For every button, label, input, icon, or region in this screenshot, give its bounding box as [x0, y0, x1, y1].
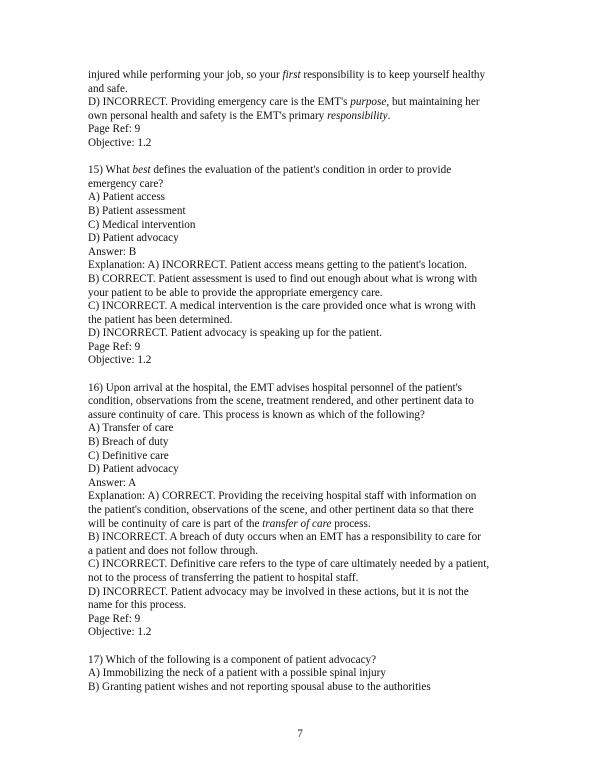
text-run: the patient has been determined.	[88, 313, 233, 326]
text-run: 16) Upon arrival at the hospital, the EMT advises hospital personnel of the patient's	[88, 381, 463, 394]
text-line	[88, 300, 528, 314]
text-run: 17) Which of the following is a component of patient advocacy?	[88, 653, 377, 666]
text-line	[88, 273, 528, 287]
text-run: B) INCORRECT. A breach of duty occurs when an EMT has a responsibility to care for	[88, 531, 481, 544]
text-run: A) Transfer of care	[88, 422, 174, 435]
text-line	[88, 518, 528, 532]
emphasis-text: transfer of care	[262, 517, 332, 530]
q14-explanation-continuation	[88, 69, 528, 151]
text-run: and safe.	[88, 82, 128, 95]
text-run: Explanation: A) INCORRECT. Patient access means getting to the patient's location.	[88, 259, 467, 272]
text-run: will be continuity of care is part of the	[88, 517, 263, 530]
text-run: B) Breach of duty	[88, 436, 169, 449]
text-line	[88, 205, 528, 219]
text-run: name for this process.	[88, 599, 187, 612]
text-line	[88, 191, 528, 205]
text-line	[88, 83, 528, 97]
page-number: 7	[297, 728, 303, 740]
text-line	[88, 654, 528, 668]
text-run: D) INCORRECT. Patient advocacy may be involved in these actions, but it is not the	[88, 585, 469, 598]
text-line	[88, 681, 528, 695]
text-run: B) CORRECT. Patient assessment is used to find out enough about what is wrong with	[88, 272, 478, 285]
text-run: 15) What	[88, 164, 133, 177]
text-run: C) Definitive care	[88, 449, 169, 462]
emphasis-text: best	[132, 164, 151, 177]
text-line	[88, 110, 528, 124]
text-line	[88, 477, 528, 491]
text-run: process.	[331, 517, 371, 530]
text-line	[88, 96, 528, 110]
text-run: Answer: B	[88, 245, 137, 258]
text-run: Page Ref: 9	[88, 123, 141, 136]
text-line	[88, 599, 528, 613]
text-line	[88, 219, 528, 233]
text-run: A) Patient access	[88, 191, 166, 204]
text-line	[88, 178, 528, 192]
text-line	[88, 341, 528, 355]
text-run: defines the evaluation of the patient's condition in order to provide	[150, 164, 452, 177]
question-16	[88, 382, 528, 640]
section-gap	[88, 640, 528, 654]
text-run: B) Granting patient wishes and not reporting spousal abuse to the authorities	[88, 680, 431, 693]
text-run: , but maintaining her	[386, 96, 480, 109]
page-content	[88, 69, 528, 694]
text-line	[88, 246, 528, 260]
text-run: Page Ref: 9	[88, 340, 141, 353]
emphasis-text: purpose	[350, 96, 387, 109]
text-line	[88, 409, 528, 423]
text-run: assure continuity of care. This process is known as which of the following?	[88, 408, 425, 421]
text-line	[88, 382, 528, 396]
text-line	[88, 667, 528, 681]
text-run: Objective: 1.2	[88, 136, 152, 149]
emphasis-text: responsibility	[327, 109, 388, 122]
text-run: C) INCORRECT. A medical intervention is the care provided once what is wrong with	[88, 300, 476, 313]
text-line	[88, 232, 528, 246]
emphasis-text: first	[282, 69, 301, 81]
text-run: injured while performing your job, so your	[88, 69, 283, 81]
question-15	[88, 164, 528, 368]
text-line	[88, 626, 528, 640]
section-gap	[88, 151, 528, 165]
text-line	[88, 137, 528, 151]
text-line	[88, 558, 528, 572]
text-run: own personal health and safety is the EMT's primary	[88, 109, 328, 122]
text-line	[88, 395, 528, 409]
text-run: D) INCORRECT. Providing emergency care is the EMT's	[88, 96, 351, 109]
section-gap	[88, 368, 528, 382]
text-line	[88, 327, 528, 341]
text-run: A) Immobilizing the neck of a patient with a possible spinal injury	[88, 667, 386, 680]
text-run: Objective: 1.2	[88, 354, 152, 367]
text-line	[88, 450, 528, 464]
text-run: D) Patient advocacy	[88, 463, 179, 476]
text-run: Objective: 1.2	[88, 626, 152, 639]
text-line	[88, 436, 528, 450]
text-run: D) INCORRECT. Patient advocacy is speaking up for the patient.	[88, 327, 383, 340]
text-line	[88, 354, 528, 368]
text-line	[88, 545, 528, 559]
text-line	[88, 572, 528, 586]
text-run: emergency care?	[88, 177, 164, 190]
text-line	[88, 531, 528, 545]
question-17	[88, 654, 528, 695]
text-line	[88, 586, 528, 600]
text-run: Explanation: A) CORRECT. Providing the receiving hospital staff with information on	[88, 490, 477, 503]
text-run: a patient and does not follow through.	[88, 544, 258, 557]
text-line	[88, 69, 528, 83]
text-line	[88, 314, 528, 328]
text-run: not to the process of transferring the patient to hospital staff.	[88, 571, 359, 584]
text-run: the patient's condition, observations of the scene, and other pertinent data so that there	[88, 504, 474, 516]
text-line	[88, 164, 528, 178]
text-run: B) Patient assessment	[88, 204, 186, 217]
text-run: your patient to be able to provide the appropriate emergency care.	[88, 286, 383, 299]
text-run: C) INCORRECT. Definitive care refers to the type of care ultimately needed by a patient,	[88, 558, 490, 571]
text-run: condition, observations from the scene, treatment rendered, and other pertinent data to	[88, 395, 474, 408]
text-run: Answer: A	[88, 476, 137, 489]
text-run: Page Ref: 9	[88, 612, 141, 625]
text-run: D) Patient advocacy	[88, 232, 179, 245]
text-line	[88, 422, 528, 436]
text-line	[88, 123, 528, 137]
text-run: .	[387, 109, 391, 122]
text-line	[88, 504, 528, 518]
text-run: responsibility is to keep yourself healthy	[300, 69, 486, 81]
text-line	[88, 613, 528, 627]
text-line	[88, 490, 528, 504]
text-line	[88, 259, 528, 273]
text-line	[88, 287, 528, 301]
text-run: C) Medical intervention	[88, 218, 196, 231]
text-line	[88, 463, 528, 477]
